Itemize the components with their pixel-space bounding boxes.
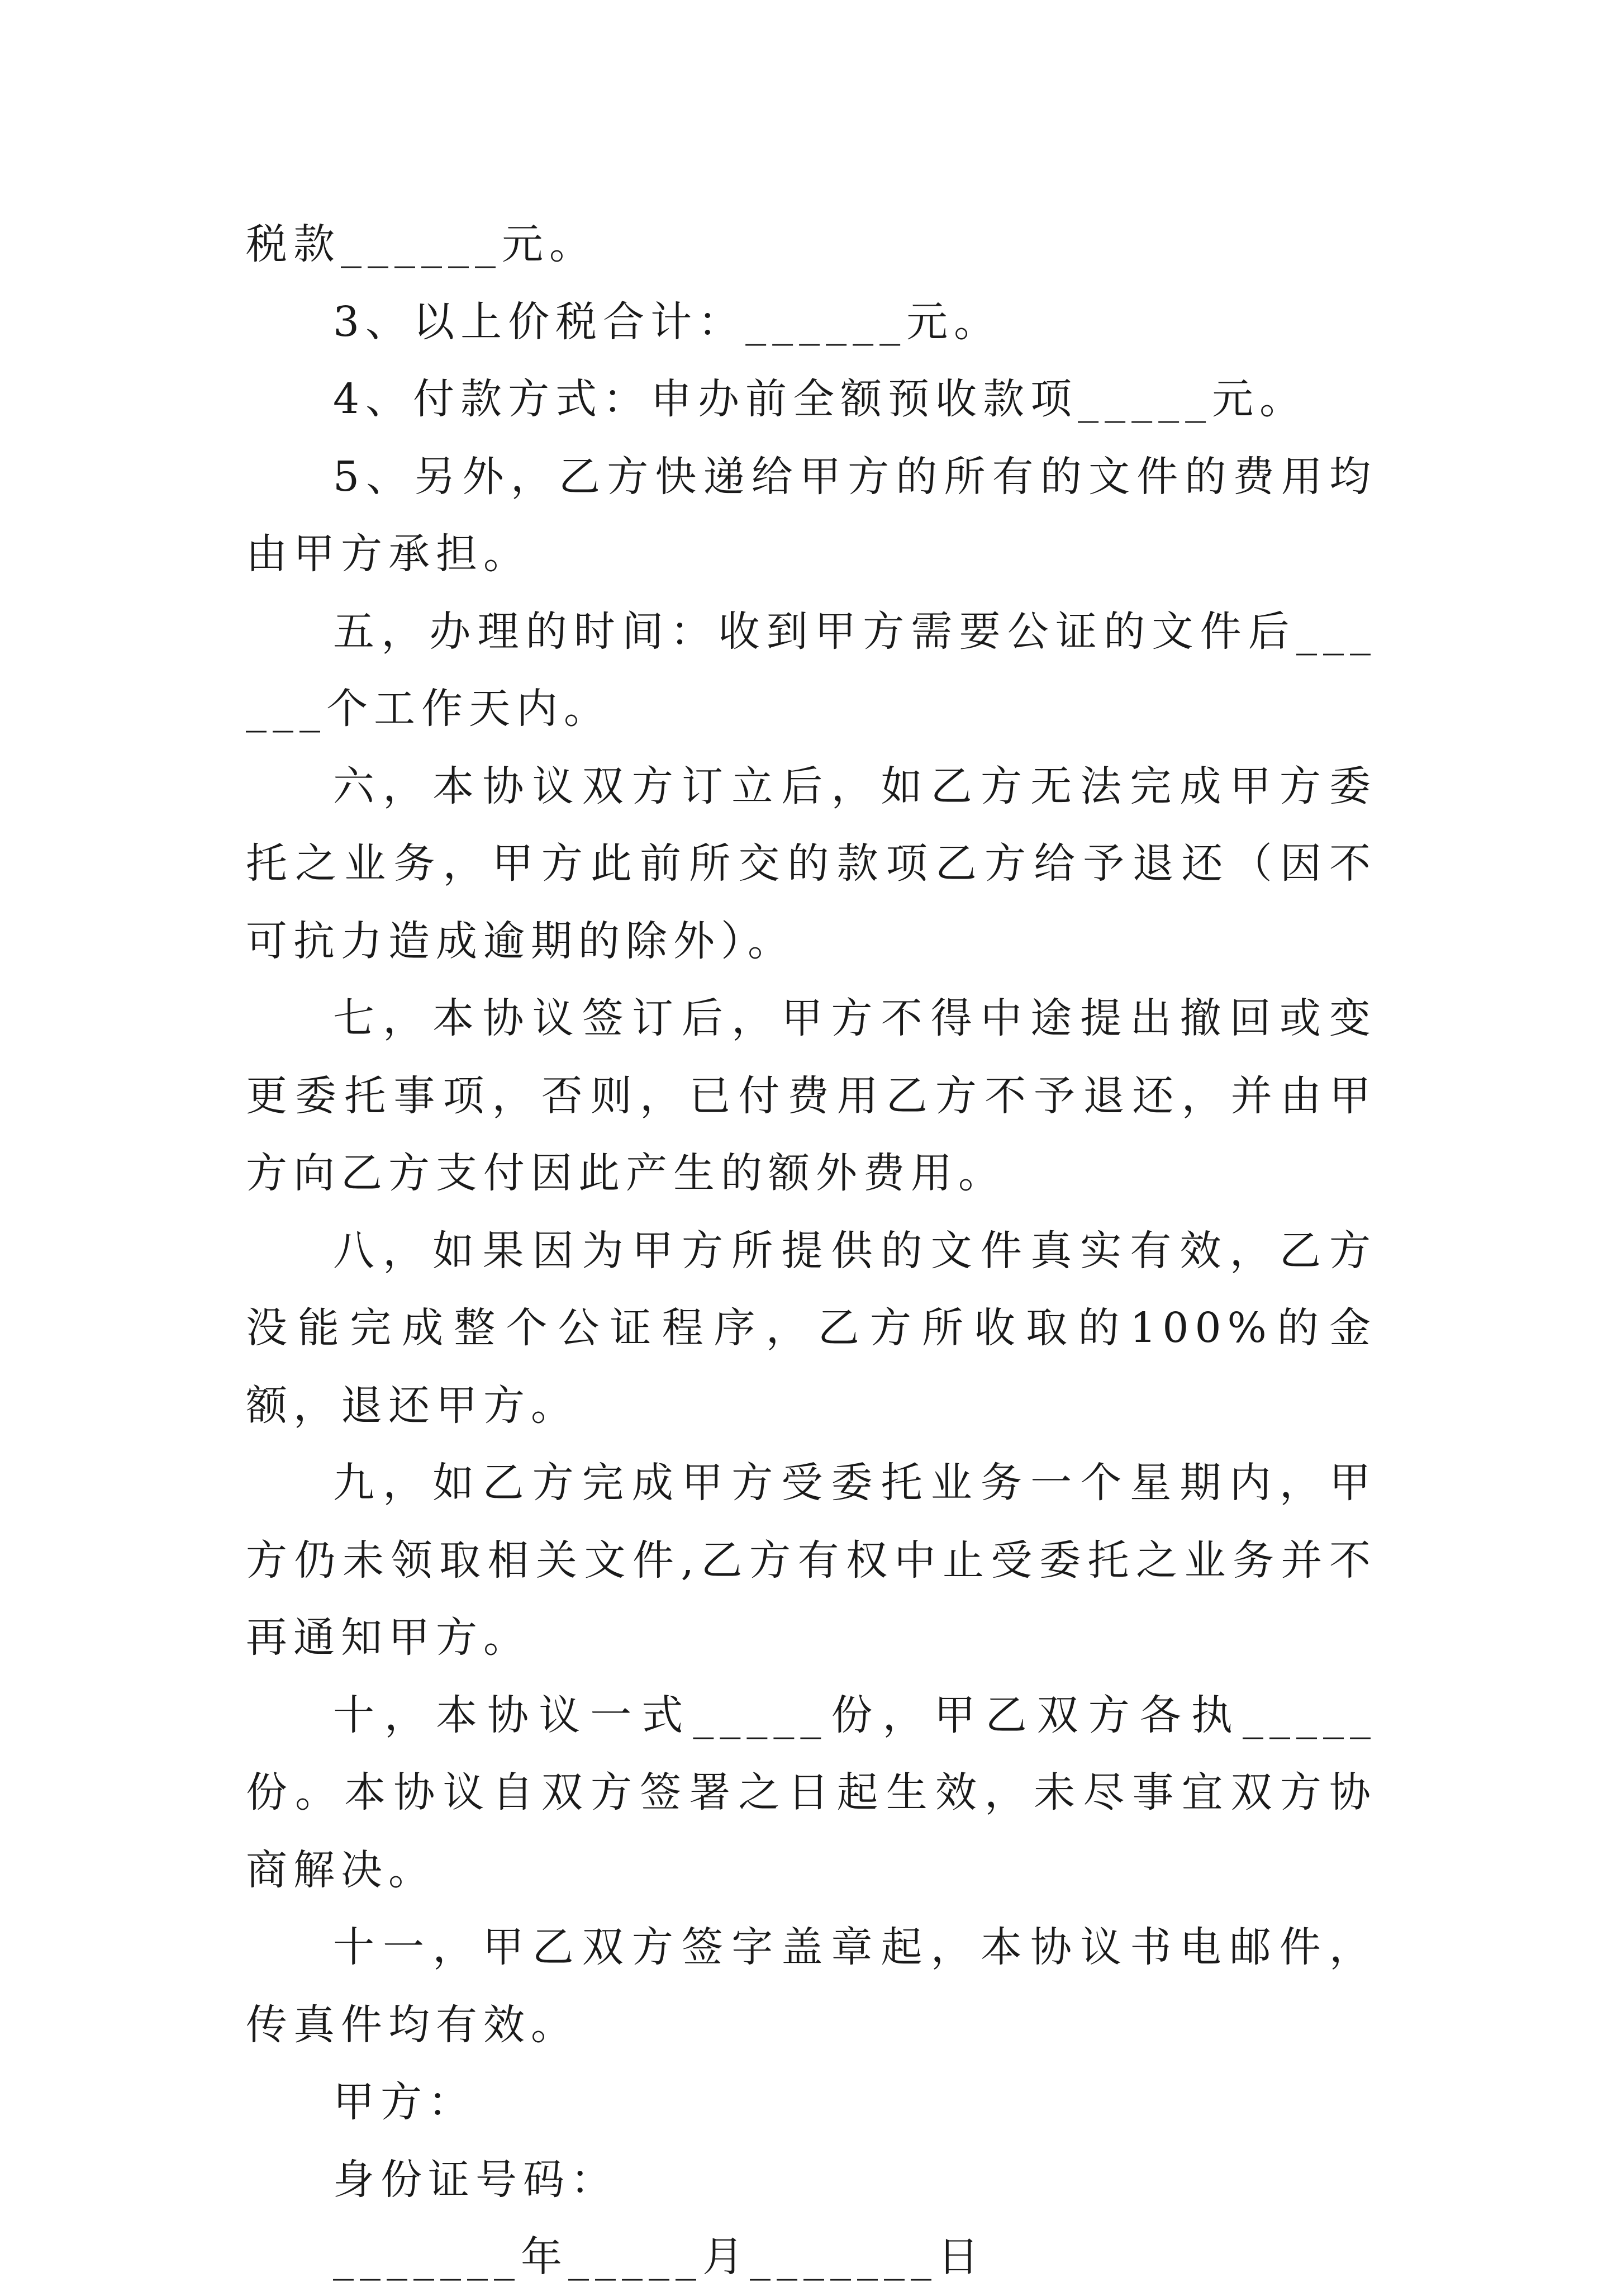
- party-a-label: 甲方：: [333, 2078, 475, 2126]
- paragraph-copies: 十，本协议一式_____份，甲乙双方各执_____份。本协议自双方签署之日起生效，未尽事宜双方协商解决。: [246, 1691, 1377, 1894]
- paragraph-no-withdrawal: 七，本协议签订后，甲方不得中途提出撤回或变更委托事项，否则，已付费用乙方不予退还，并由甲方向乙方支付因此产生的额外费用。: [246, 994, 1377, 1197]
- paragraph-tax: 税款______元。: [246, 220, 597, 268]
- date-line: _______年_____月_______日: [333, 2233, 985, 2281]
- paragraph-processing-time: 五，办理的时间：收到甲方需要公证的文件后______个工作天内。: [246, 607, 1377, 733]
- paragraph-refund: 六，本协议双方订立后，如乙方无法完成甲方委托之业务，甲方此前所交的款项乙方给予退还（因不可抗力造成逾期的除外）。: [246, 762, 1377, 965]
- paragraph-payment: 4、付款方式：申办前全额预收款项_____元。: [333, 375, 1307, 423]
- paragraph-validity: 十一，甲乙双方签字盖章起，本协议书电邮件，传真件均有效。: [246, 1923, 1377, 2049]
- id-number-label: 身份证号码：: [333, 2155, 618, 2204]
- paragraph-full-refund: 八，如果因为甲方所提供的文件真实有效，乙方没能完成整个公证程序，乙方所收取的100%的金额，退还甲方。: [246, 1226, 1377, 1430]
- paragraph-unclaimed: 九，如乙方完成甲方受委托业务一个星期内，甲方仍未领取相关文件,乙方有权中止受委托之业务并不再通知甲方。: [246, 1459, 1377, 1662]
- document-body: [246, 206, 1377, 2296]
- paragraph-express-fee: 5、另外，乙方快递给甲方的所有的文件的费用均由甲方承担。: [246, 452, 1377, 578]
- paragraph-total: 3、以上价税合计：______元。: [333, 297, 1002, 346]
